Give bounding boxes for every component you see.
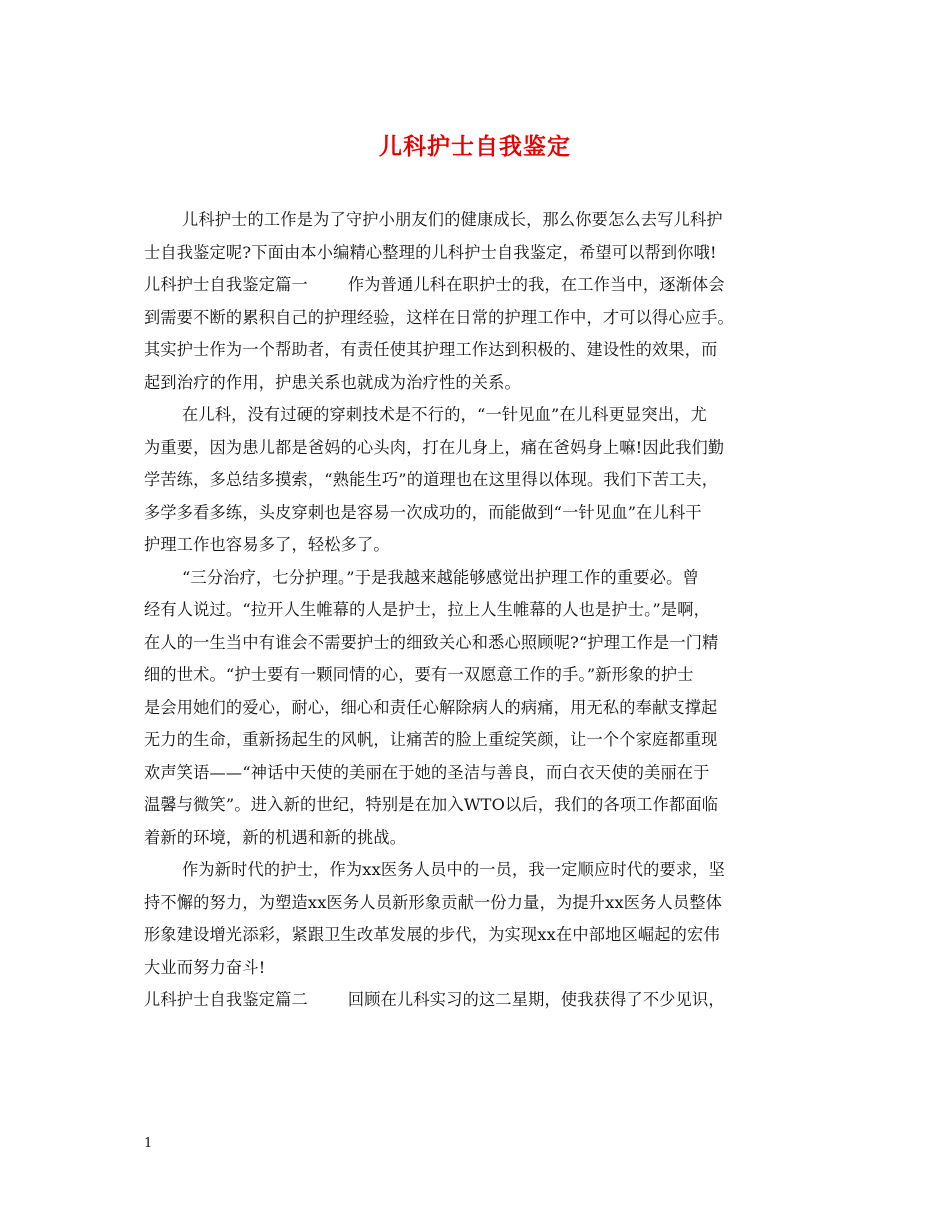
paragraph-line: 经有人说过。“拉开人生帷幕的人是护士，拉上人生帷幕的人也是护士。”是啊， — [144, 600, 711, 619]
paragraph-line: 在儿科，没有过硬的穿刺技术是不行的，“一针见血”在儿科更显突出，尤 — [182, 405, 707, 424]
paragraph-line: 是会用她们的爱心，耐心，细心和责任心解除病人的病痛，用无私的奉献支撑起 — [144, 697, 718, 717]
paragraph-line: 细的世术。“护士要有一颗同情的心，要有一双愿意工作的手。”新形象的护士 — [144, 665, 694, 684]
paragraph-line: 起到治疗的作用，护患关系也就成为治疗性的关系。 — [144, 372, 521, 392]
paragraph-line: 多学多看多练，头皮穿刺也是容易一次成功的，而能做到“一针见血”在儿科干 — [144, 502, 702, 522]
document-title: 儿科护士自我鉴定 — [379, 133, 571, 160]
paragraph-line: 为重要，因为患儿都是爸妈的心头肉，打在儿身上，痛在爸妈身上嘛!因此我们勤 — [144, 437, 725, 457]
section-line-two — [144, 984, 810, 1017]
page-number: 1 — [144, 1136, 153, 1151]
paragraph-line: 作为新时代的护士，作为xx医务人员中的一员，我一定顺应时代的要求，坚 — [182, 860, 726, 879]
paragraph-line: 着新的环境，新的机遇和新的挑战。 — [144, 827, 407, 847]
paragraph-line: 儿科护士的工作是为了守护小朋友们的健康成长，那么你要怎么去写儿科护 — [182, 210, 723, 229]
paragraph-line: 形象建设增光添彩，紧跟卫生改革发展的步代，为实现xx在中部地区崛起的宏伟 — [144, 925, 720, 944]
paragraph-line: 大业而努力奋斗! — [144, 957, 266, 977]
paragraph-line: 作为普通儿科在职护士的我，在工作当中，逐渐体会 — [347, 275, 725, 294]
paragraph-line: 欢声笑语——“神话中天使的美丽在于她的圣洁与善良，而白衣天使的美丽在于 — [144, 762, 710, 782]
paragraph-line: 在人的一生当中有谁会不需要护士的细致关心和悉心照顾呢?“护理工作是一门精 — [144, 632, 719, 652]
section-heading-one: 儿科护士自我鉴定篇一 — [144, 275, 308, 294]
paragraph-line: “三分治疗，七分护理。”于是我越来越能够感觉出护理工作的重要必。曾 — [182, 567, 699, 587]
paragraph-line: 到需要不断的累积自己的护理经验，这样在日常的护理工作中，才可以得心应手。 — [144, 307, 734, 327]
paragraph-line: 学苦练，多总结多摸索，“熟能生巧”的道理也在这里得以体现。我们下苦工夫， — [144, 470, 719, 489]
paragraph-line: 持不懈的努力，为塑造xx医务人员新形象贡献一份力量，为提升xx医务人员整体 — [144, 892, 723, 912]
paragraph-line: 回顾在儿科实习的这二星期，使我获得了不少见识， — [347, 990, 725, 1009]
paragraph-line: 无力的生命，重新扬起生的风帆，让痛苦的脸上重绽笑颜，让一个个家庭都重现 — [144, 730, 718, 749]
paragraph-line: 士自我鉴定呢?下面由本小编精心整理的儿科护士自我鉴定，希望可以帮到你哦! — [144, 242, 717, 262]
section-heading-two: 儿科护士自我鉴定篇二 — [144, 990, 308, 1009]
section-line-one — [144, 269, 810, 302]
document-body — [144, 204, 810, 1017]
paragraph-line: 温馨与微笑”。进入新的世纪，特别是在加入WTO以后，我们的各项工作都面临 — [144, 795, 719, 814]
paragraph-line: 护理工作也容易多了，轻松多了。 — [144, 535, 390, 554]
paragraph-line: 其实护士作为一个帮助者，有责任使其护理工作达到积极的、建设性的效果，而 — [144, 340, 718, 359]
